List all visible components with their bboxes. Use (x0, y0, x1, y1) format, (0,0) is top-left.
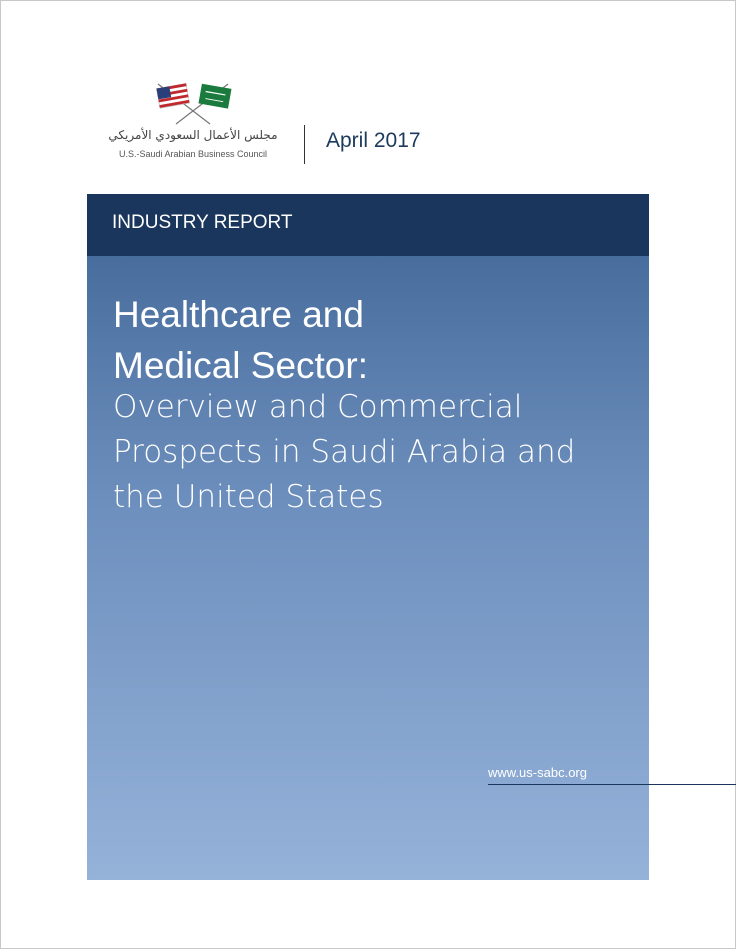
subtitle-line-2: Prospects in Saudi Arabia and (113, 434, 576, 470)
subtitle-line-1: Overview and Commercial (113, 389, 523, 425)
logo-english-text: U.S.-Saudi Arabian Business Council (118, 149, 268, 159)
website-rule (488, 784, 736, 785)
report-title (113, 289, 613, 391)
header-divider (304, 125, 305, 164)
saudi-flag-icon (198, 84, 231, 109)
sabc-logo (108, 78, 278, 170)
report-type-label: INDUSTRY REPORT (112, 212, 293, 233)
cover-band (87, 194, 649, 256)
logo-arabic-text: مجلس الأعمال السعودي الأمريكي (108, 128, 278, 142)
crossed-flags-icon (148, 78, 238, 126)
subtitle-line-3: the United States (113, 479, 384, 515)
website-link[interactable]: www.us-sabc.org (488, 765, 587, 780)
title-line-2: Medical Sector: (113, 345, 368, 386)
report-date: April 2017 (326, 129, 421, 152)
report-subtitle (113, 385, 613, 520)
title-line-1: Healthcare and (113, 294, 364, 335)
